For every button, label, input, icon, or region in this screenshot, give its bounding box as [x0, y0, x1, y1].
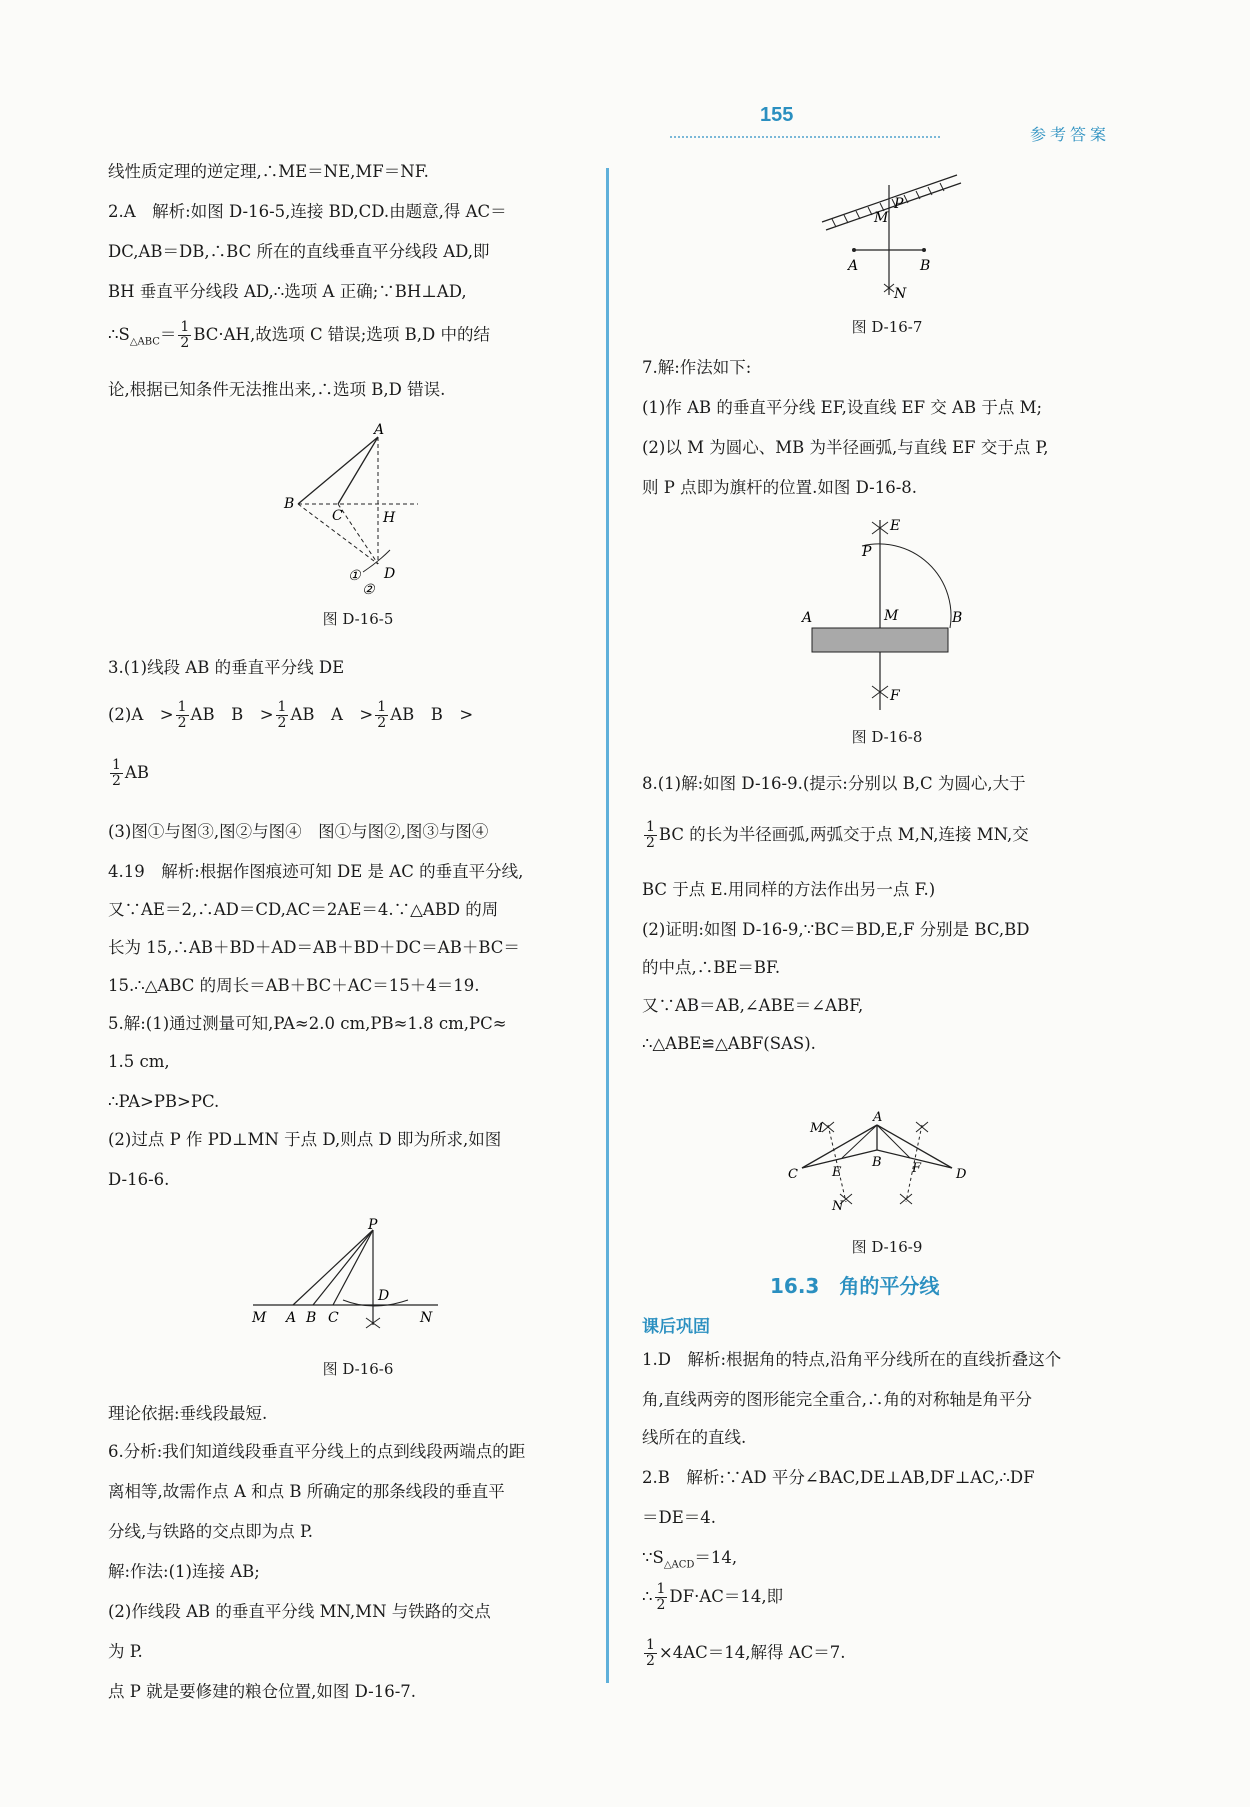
- svg-text:D: D: [378, 1288, 390, 1304]
- svg-text:C: C: [788, 1167, 798, 1182]
- text-line: 则 P 点即为旗杆的位置.如图 D-16-8.: [642, 478, 918, 497]
- svg-text:A: A: [802, 610, 813, 626]
- figure-d-16-7: [812, 160, 962, 305]
- text-line: 解:作法:(1)连接 AB;: [108, 1562, 260, 1581]
- text-line: 2.B 解析:∵AD 平分∠BAC,DE⊥AB,DF⊥AC,∴DF: [642, 1468, 1035, 1487]
- svg-text:C: C: [332, 508, 343, 524]
- svg-text:B: B: [306, 1310, 317, 1326]
- header-decoration: [670, 136, 940, 138]
- figure-caption: 图 D-16-9: [851, 1238, 923, 1256]
- text-line: $\because S_{\triangle ACD}=14$,: [642, 1548, 738, 1571]
- figure-caption: 图 D-16-6: [322, 1360, 394, 1378]
- svg-text:C: C: [328, 1310, 339, 1326]
- svg-text:A: A: [286, 1310, 297, 1326]
- svg-text:F: F: [890, 688, 900, 704]
- text-line: (3)图①与图③,图②与图④ 图①与图②,图③与图④: [108, 822, 489, 841]
- svg-text:D: D: [956, 1167, 967, 1182]
- text-line: (2)过点 P 作 PD⊥MN 于点 D,则点 D 即为所求,如图: [108, 1130, 502, 1149]
- figure-caption: 图 D-16-8: [851, 728, 923, 746]
- text-line: BC 于点 E.用同样的方法作出另一点 F.): [642, 880, 936, 899]
- figure-d-16-5: [268, 422, 448, 598]
- page-number: 155: [760, 104, 794, 126]
- text-line: $\frac{1}{2}$ ×4AC＝14,解得 AC＝7.: [646, 1637, 846, 1669]
- section-title: 16.3 角的平分线: [770, 1274, 940, 1298]
- text-line: 分线,与铁路的交点即为点 P.: [108, 1522, 313, 1541]
- svg-text:M: M: [810, 1121, 824, 1136]
- text-line: $\therefore S_{\triangle ABC}=$ $\frac{1}{2}$ BC·AH,故选项 C 错误;选项 B,D 中的结: [108, 319, 490, 351]
- header-label: 参考答案: [1030, 125, 1111, 144]
- text-line: 15.∴△ABC 的周长＝AB＋BC＋AC＝15＋4＝19.: [108, 976, 480, 995]
- text-line: 线所在的直线.: [642, 1428, 747, 1447]
- svg-text:P: P: [368, 1217, 378, 1233]
- text-line: 论,根据已知条件无法推出来,∴选项 B,D 错误.: [108, 380, 446, 399]
- text-line: $\frac{1}{2}$ BC 的长为半径画弧,两弧交于点 M,N,连接 MN,交: [646, 819, 1029, 851]
- figure-d-16-8: [792, 510, 972, 710]
- figure-caption: 图 D-16-5: [322, 610, 394, 628]
- svg-text:N: N: [832, 1199, 844, 1214]
- svg-text:E: E: [832, 1165, 842, 1180]
- svg-text:N: N: [894, 286, 907, 302]
- svg-text:B: B: [284, 496, 295, 512]
- text-line: 又∵AE＝2,∴AD＝CD,AC＝2AE＝4.∵△ABD 的周: [108, 900, 499, 919]
- text-line: (2)A > $\frac{1}{2}$ AB B > $\frac{1}{2}$ AB A > $\frac{1}{2}$ AB B >: [108, 699, 474, 731]
- svg-text:D: D: [384, 566, 396, 582]
- figure-d-16-6: [248, 1217, 448, 1330]
- text-line: ∴△ABE≌△ABF(SAS).: [642, 1034, 816, 1053]
- text-line: ＝DE＝4.: [642, 1508, 717, 1527]
- svg-text:P: P: [862, 544, 872, 560]
- text-line: 1.D 解析:根据角的特点,沿角平分线所在的直线折叠这个: [642, 1350, 1062, 1369]
- fraction: $\frac{1}{2}$: [180, 319, 190, 351]
- text-line: 3.(1)线段 AB 的垂直平分线 DE: [108, 658, 345, 677]
- text-line: 1.5 cm,: [108, 1052, 170, 1071]
- text-line: (1)作 AB 的垂直平分线 EF,设直线 EF 交 AB 于点 M;: [642, 398, 1043, 417]
- text-line: 角,直线两旁的图形能完全重合,∴角的对称轴是角平分: [642, 1390, 1032, 1409]
- text-line: 6.分析:我们知道线段垂直平分线上的点到线段两端点的距: [108, 1442, 526, 1461]
- text-line: 为 P.: [108, 1642, 143, 1661]
- svg-text:M: M: [884, 608, 899, 624]
- svg-text:P: P: [894, 196, 904, 212]
- svg-text:A: A: [848, 258, 859, 274]
- text-line: $\frac{1}{2}$ AB: [112, 757, 149, 789]
- svg-text:M: M: [252, 1310, 267, 1326]
- figure-caption: 图 D-16-7: [851, 318, 923, 336]
- text-line: D-16-6.: [108, 1170, 170, 1189]
- svg-text:B: B: [952, 610, 963, 626]
- subsection-title: 课后巩固: [642, 1317, 710, 1337]
- svg-text:F: F: [912, 1161, 922, 1176]
- svg-text:N: N: [420, 1310, 433, 1326]
- text-line: 5.解:(1)通过测量可知,PA≈2.0 cm,PB≈1.8 cm,PC≈: [108, 1014, 507, 1033]
- svg-text:②: ②: [362, 582, 375, 598]
- text-line: 4.19 解析:根据作图痕迹可知 DE 是 AC 的垂直平分线,: [108, 862, 524, 881]
- text-line: (2)证明:如图 D-16-9,∵BC＝BD,E,F 分别是 BC,BD: [642, 920, 1030, 939]
- text-line: DC,AB＝DB,∴BC 所在的直线垂直平分线段 AD,即: [108, 242, 490, 261]
- text-line: 离相等,故需作点 A 和点 B 所确定的那条线段的垂直平: [108, 1482, 505, 1501]
- text-line: 理论依据:垂线段最短.: [108, 1404, 268, 1423]
- text-line: 点 P 就是要修建的粮仓位置,如图 D-16-7.: [108, 1682, 417, 1701]
- figure-d-16-9: [782, 1110, 982, 1220]
- text-line: ∴ $\frac{1}{2}$ DF·AC＝14,即: [642, 1581, 784, 1613]
- text-line: 7.解:作法如下:: [642, 358, 752, 377]
- text-line: (2)作线段 AB 的垂直平分线 MN,MN 与铁路的交点: [108, 1602, 491, 1621]
- text-line: 2.A 解析:如图 D-16-5,连接 BD,CD.由题意,得 AC＝: [108, 202, 507, 221]
- svg-text:M: M: [874, 210, 889, 226]
- column-divider: [606, 168, 609, 1683]
- svg-text:B: B: [872, 1155, 882, 1170]
- svg-text:①: ①: [348, 568, 361, 584]
- svg-text:E: E: [890, 518, 901, 534]
- text-line: 的中点,∴BE＝BF.: [642, 958, 781, 977]
- svg-text:A: A: [374, 422, 385, 438]
- text-line: (2)以 M 为圆心、MB 为半径画弧,与直线 EF 交于点 P,: [642, 438, 1049, 457]
- text-line: 长为 15,∴AB＋BD＋AD＝AB＋BD＋DC＝AB＋BC＝: [108, 938, 520, 957]
- svg-text:B: B: [920, 258, 931, 274]
- text-line: 8.(1)解:如图 D-16-9.(提示:分别以 B,C 为圆心,大于: [642, 774, 1026, 793]
- svg-text:H: H: [383, 510, 396, 526]
- text-line: BH 垂直平分线段 AD,∴选项 A 正确;∵BH⊥AD,: [108, 282, 467, 301]
- text-line: ∴PA>PB>PC.: [108, 1092, 220, 1111]
- text-line: 又∵AB＝AB,∠ABE＝∠ABF,: [642, 996, 864, 1015]
- svg-text:A: A: [873, 1110, 883, 1125]
- text-line: 线性质定理的逆定理,∴ME＝NE,MF＝NF.: [108, 162, 429, 181]
